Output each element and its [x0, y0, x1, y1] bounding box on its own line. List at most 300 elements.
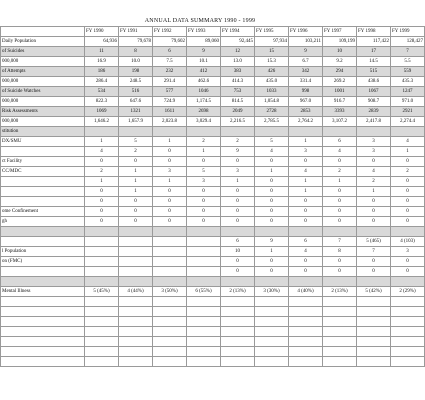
table-cell: 2,216.5 — [221, 117, 255, 127]
table-cell: 4 — [289, 167, 323, 177]
table-cell — [357, 277, 391, 287]
table-cell: 9 — [255, 237, 289, 247]
table-cell — [391, 337, 425, 347]
table-cell — [323, 357, 357, 367]
table-cell: 0 — [323, 187, 357, 197]
header-cell-2: FY 1992 — [153, 27, 187, 37]
row-label: of Suicide Watches — [1, 87, 85, 97]
table-cell: 9 — [187, 47, 221, 57]
table-row — [1, 77, 425, 87]
table-cell: 0 — [357, 157, 391, 167]
table-row — [1, 207, 425, 217]
table-cell — [85, 307, 119, 317]
table-row — [1, 327, 425, 337]
table-cell: 2853 — [289, 107, 323, 117]
table-cell: 0 — [289, 157, 323, 167]
table-cell: 1 — [391, 147, 425, 157]
table-cell: 2,417.8 — [357, 117, 391, 127]
table-cell: 0 — [187, 157, 221, 167]
table-cell: 1046 — [187, 87, 221, 97]
table-cell: 1 — [85, 137, 119, 147]
table-cell — [255, 317, 289, 327]
row-label: of Attempts — [1, 67, 85, 77]
row-label — [1, 227, 85, 237]
table-cell: 0 — [119, 217, 153, 227]
table-cell: 16.9 — [85, 57, 119, 67]
table-cell: 6 — [153, 47, 187, 57]
header-cell-8: FY 1998 — [357, 27, 391, 37]
row-label: ome Confinement — [1, 207, 85, 217]
table-cell: 4 — [323, 147, 357, 157]
table-cell: 2921 — [391, 107, 425, 117]
table-cell: 1247 — [391, 87, 425, 97]
table-cell: 5 (465) — [357, 237, 391, 247]
table-cell: 3393 — [323, 107, 357, 117]
table-cell: 0 — [255, 187, 289, 197]
table-cell: 534 — [85, 87, 119, 97]
table-cell — [391, 317, 425, 327]
table-row — [1, 297, 425, 307]
table-cell: 1,657.9 — [119, 117, 153, 127]
table-cell: 0 — [153, 147, 187, 157]
table-cell: 0 — [391, 197, 425, 207]
table-cell — [119, 127, 153, 137]
table-cell: 2 (29%) — [391, 287, 425, 297]
table-cell — [187, 237, 221, 247]
table-cell — [289, 357, 323, 367]
table-cell: 0 — [187, 197, 221, 207]
table-cell — [221, 327, 255, 337]
table-cell: 1 — [119, 167, 153, 177]
row-label — [1, 187, 85, 197]
table-cell: 1001 — [323, 87, 357, 97]
table-cell — [391, 307, 425, 317]
table-cell: 6 — [323, 137, 357, 147]
table-cell: 0 — [255, 157, 289, 167]
table-cell: 291.4 — [153, 77, 187, 87]
table-row — [1, 117, 425, 127]
table-cell: 0 — [357, 257, 391, 267]
table-cell — [85, 227, 119, 237]
table-cell: 462.6 — [187, 77, 221, 87]
table-cell: 0 — [85, 157, 119, 167]
table-cell — [119, 267, 153, 277]
header-row — [1, 27, 425, 37]
table-cell — [323, 277, 357, 287]
table-cell — [357, 357, 391, 367]
annual-summary-table — [0, 26, 425, 367]
table-cell: 6 (55%) — [187, 287, 221, 297]
table-cell: 383 — [221, 67, 255, 77]
table-cell: 0 — [255, 177, 289, 187]
table-cell: 8 — [323, 247, 357, 257]
table-cell: 0 — [221, 207, 255, 217]
table-row — [1, 47, 425, 57]
table-cell — [289, 277, 323, 287]
table-cell: 0 — [357, 197, 391, 207]
table-cell: 0 — [357, 207, 391, 217]
table-cell: 412 — [187, 67, 221, 77]
table-cell — [357, 347, 391, 357]
table-cell — [391, 357, 425, 367]
row-label: of Suicides — [1, 47, 85, 57]
table-cell — [119, 227, 153, 237]
table-row — [1, 157, 425, 167]
table-cell: 79,602 — [153, 37, 187, 47]
table-cell — [289, 317, 323, 327]
table-cell — [357, 227, 391, 237]
table-cell: 2839 — [357, 107, 391, 117]
table-cell — [85, 327, 119, 337]
table-cell: 2 — [187, 137, 221, 147]
table-row — [1, 97, 425, 107]
table-cell: 2 (13%) — [221, 287, 255, 297]
table-cell: 14.5 — [357, 57, 391, 67]
table-cell: 0 — [119, 157, 153, 167]
table-cell — [85, 257, 119, 267]
table-cell: 186 — [85, 67, 119, 77]
table-cell — [357, 127, 391, 137]
table-cell: 0 — [255, 257, 289, 267]
table-cell — [255, 227, 289, 237]
table-cell: 248.5 — [119, 77, 153, 87]
table-cell: 3 — [391, 247, 425, 257]
table-row — [1, 317, 425, 327]
row-label: l Population — [1, 247, 85, 257]
table-cell — [221, 227, 255, 237]
table-cell: 103,211 — [289, 37, 323, 47]
table-cell: 0 — [289, 267, 323, 277]
table-cell — [255, 277, 289, 287]
table-cell: 0 — [289, 197, 323, 207]
table-cell: 109,199 — [323, 37, 357, 47]
table-cell: 3 — [153, 167, 187, 177]
header-cell-4: FY 1994 — [221, 27, 255, 37]
table-cell: 1 — [289, 137, 323, 147]
table-cell — [391, 277, 425, 287]
table-cell: 3,107.2 — [323, 117, 357, 127]
table-cell — [255, 337, 289, 347]
table-cell: 1 — [289, 187, 323, 197]
table-row — [1, 107, 425, 117]
table-cell — [119, 247, 153, 257]
table-cell: 15.3 — [255, 57, 289, 67]
row-label: Risk Assessments — [1, 107, 85, 117]
table-cell: 0 — [255, 207, 289, 217]
table-cell: 0 — [153, 187, 187, 197]
table-cell: 0 — [391, 187, 425, 197]
table-cell: 1 — [357, 187, 391, 197]
header-cell-0: FY 1990 — [85, 27, 119, 37]
row-label: gh — [1, 217, 85, 227]
header-cell-6: FY 1996 — [289, 27, 323, 37]
table-cell: 5 — [255, 137, 289, 147]
table-cell — [289, 337, 323, 347]
table-cell: 0 — [221, 217, 255, 227]
table-cell: 2,023.8 — [153, 117, 187, 127]
table-cell: 1069 — [85, 107, 119, 117]
table-cell: 7 — [323, 237, 357, 247]
table-cell — [153, 237, 187, 247]
table-cell — [289, 227, 323, 237]
table-cell — [153, 257, 187, 267]
table-cell: 5.5 — [391, 57, 425, 67]
table-cell: 5 (42%) — [357, 287, 391, 297]
table-cell — [323, 337, 357, 347]
table-row — [1, 277, 425, 287]
table-cell: 559 — [391, 67, 425, 77]
header-cell-1: FY 1991 — [119, 27, 153, 37]
row-label: CC/MDC — [1, 167, 85, 177]
table-cell: 0 — [323, 207, 357, 217]
table-cell: 516 — [119, 87, 153, 97]
table-cell: 647.6 — [119, 97, 153, 107]
table-cell: 8 — [119, 47, 153, 57]
table-cell: 10 — [323, 47, 357, 57]
table-cell — [85, 297, 119, 307]
table-cell: 0 — [289, 257, 323, 267]
table-cell — [289, 307, 323, 317]
table-cell: 3 — [289, 147, 323, 157]
table-cell: 6 — [221, 237, 255, 247]
table-cell — [187, 317, 221, 327]
table-cell: 0 — [119, 197, 153, 207]
table-cell: 1321 — [119, 107, 153, 117]
table-cell: 2 — [221, 137, 255, 147]
table-cell: 2 — [323, 167, 357, 177]
table-cell: 0 — [289, 217, 323, 227]
table-cell: 1 — [153, 137, 187, 147]
row-label — [1, 317, 85, 327]
table-cell: 998 — [289, 87, 323, 97]
row-label: on (FMC) — [1, 257, 85, 267]
table-cell — [119, 327, 153, 337]
table-cell: 0 — [391, 217, 425, 227]
table-cell: 0 — [255, 197, 289, 207]
table-cell — [255, 357, 289, 367]
table-cell: 0 — [323, 257, 357, 267]
table-cell: 0 — [391, 267, 425, 277]
table-cell — [255, 127, 289, 137]
table-cell — [85, 337, 119, 347]
table-cell — [289, 347, 323, 357]
table-row — [1, 227, 425, 237]
table-cell: 1 — [119, 177, 153, 187]
table-row — [1, 127, 425, 137]
table-cell — [119, 347, 153, 357]
sheet-title: ANNUAL DATA SUMMARY 1990 - 1999 — [144, 18, 256, 24]
table-cell — [119, 297, 153, 307]
table-cell — [221, 337, 255, 347]
table-cell: 971.0 — [391, 97, 425, 107]
table-cell — [187, 357, 221, 367]
table-cell — [85, 247, 119, 257]
table-cell — [221, 127, 255, 137]
table-cell: 64,936 — [85, 37, 119, 47]
table-cell: 3 — [357, 147, 391, 157]
table-cell: 0 — [391, 207, 425, 217]
table-cell: 2 — [391, 167, 425, 177]
table-cell: 3 (50%) — [153, 287, 187, 297]
table-cell — [323, 347, 357, 357]
table-cell: 1033 — [255, 87, 289, 97]
table-cell — [187, 277, 221, 287]
table-cell: 0 — [153, 217, 187, 227]
table-cell: 117,422 — [357, 37, 391, 47]
table-cell — [391, 127, 425, 137]
table-cell: 0 — [357, 267, 391, 277]
table-cell: 11 — [85, 47, 119, 57]
table-cell — [391, 227, 425, 237]
table-row — [1, 257, 425, 267]
table-cell: 0 — [221, 257, 255, 267]
table-row — [1, 347, 425, 357]
table-cell: 0 — [221, 157, 255, 167]
table-cell — [289, 127, 323, 137]
row-label: 000,000 — [1, 97, 85, 107]
table-cell: 438.6 — [357, 77, 391, 87]
table-cell: 1,174.5 — [187, 97, 221, 107]
table-cell: 0 — [323, 197, 357, 207]
table-cell: 2 — [357, 177, 391, 187]
table-cell: 0 — [187, 187, 221, 197]
table-cell — [289, 327, 323, 337]
row-label — [1, 307, 85, 317]
table-cell: 0 — [323, 217, 357, 227]
table-cell: 3 — [187, 177, 221, 187]
table-cell: 0 — [187, 207, 221, 217]
table-cell — [85, 277, 119, 287]
table-cell — [221, 347, 255, 357]
row-label — [1, 147, 85, 157]
table-cell: 0 — [153, 197, 187, 207]
table-cell: 822.3 — [85, 97, 119, 107]
table-cell: 967.0 — [289, 97, 323, 107]
table-cell: 3 — [221, 167, 255, 177]
table-row — [1, 217, 425, 227]
row-label — [1, 327, 85, 337]
table-cell: 0 — [85, 197, 119, 207]
table-cell: 15 — [255, 47, 289, 57]
table-cell: 7.5 — [153, 57, 187, 67]
table-cell: 1 — [153, 177, 187, 187]
table-cell — [119, 257, 153, 267]
table-cell: 0 — [153, 207, 187, 217]
table-cell — [119, 357, 153, 367]
table-cell — [357, 307, 391, 317]
table-cell: 2 — [85, 167, 119, 177]
table-cell: 0 — [187, 217, 221, 227]
table-cell: 814.5 — [221, 97, 255, 107]
table-row — [1, 197, 425, 207]
table-cell — [289, 297, 323, 307]
table-row — [1, 147, 425, 157]
table-row — [1, 67, 425, 77]
table-cell — [119, 277, 153, 287]
table-cell: 1 — [85, 177, 119, 187]
table-cell: 2698 — [187, 107, 221, 117]
table-cell: 4 — [289, 247, 323, 257]
table-cell: 9.2 — [323, 57, 357, 67]
table-cell — [255, 327, 289, 337]
table-cell: 2 — [119, 147, 153, 157]
table-cell: 4 (44%) — [119, 287, 153, 297]
table-cell: 0 — [153, 157, 187, 167]
table-cell: 6 — [289, 237, 323, 247]
row-label — [1, 267, 85, 277]
table-cell: 0 — [323, 157, 357, 167]
table-cell: 286.4 — [85, 77, 119, 87]
table-cell: 1611 — [153, 107, 187, 117]
table-row — [1, 167, 425, 177]
table-cell: 3 — [357, 137, 391, 147]
table-cell — [391, 347, 425, 357]
table-row — [1, 237, 425, 247]
table-cell: 4 — [357, 167, 391, 177]
row-label: Daily Population — [1, 37, 85, 47]
table-cell — [85, 357, 119, 367]
table-cell — [187, 307, 221, 317]
table-row — [1, 287, 425, 297]
table-row — [1, 37, 425, 47]
table-cell — [119, 317, 153, 327]
header-cell-3: FY 1993 — [187, 27, 221, 37]
row-label: ct Facility — [1, 157, 85, 167]
row-label — [1, 347, 85, 357]
table-cell: 2 (13%) — [323, 287, 357, 297]
table-cell: 0 — [289, 207, 323, 217]
row-label: Mental Illness — [1, 287, 85, 297]
table-row — [1, 57, 425, 67]
table-cell: 0 — [391, 157, 425, 167]
table-cell — [153, 127, 187, 137]
table-row — [1, 187, 425, 197]
table-cell — [153, 267, 187, 277]
table-cell — [187, 267, 221, 277]
table-cell — [85, 347, 119, 357]
table-cell — [119, 237, 153, 247]
table-cell: 908.7 — [357, 97, 391, 107]
table-cell: 5 — [187, 167, 221, 177]
table-row — [1, 307, 425, 317]
table-cell: 232 — [153, 67, 187, 77]
table-cell — [323, 227, 357, 237]
table-cell — [85, 317, 119, 327]
table-cell: 0 — [391, 257, 425, 267]
table-cell — [85, 237, 119, 247]
table-cell: 6.7 — [289, 57, 323, 67]
table-cell: 5 — [119, 137, 153, 147]
table-cell: 128,427 — [391, 37, 425, 47]
table-cell — [187, 247, 221, 257]
row-label — [1, 357, 85, 367]
table-cell — [187, 347, 221, 357]
table-cell: 4 — [255, 147, 289, 157]
table-cell: 426 — [255, 67, 289, 77]
table-cell: 414.3 — [221, 77, 255, 87]
table-cell — [357, 317, 391, 327]
table-row — [1, 267, 425, 277]
header-cell-9: FY 1999 — [391, 27, 425, 37]
table-cell: 577 — [153, 87, 187, 97]
table-cell: 10 — [221, 247, 255, 257]
table-cell — [85, 127, 119, 137]
table-cell — [187, 337, 221, 347]
table-cell: 5 (45%) — [85, 287, 119, 297]
header-cell-7: FY 1997 — [323, 27, 357, 37]
table-cell: 1 — [255, 167, 289, 177]
header-cell-5: FY 1995 — [255, 27, 289, 37]
